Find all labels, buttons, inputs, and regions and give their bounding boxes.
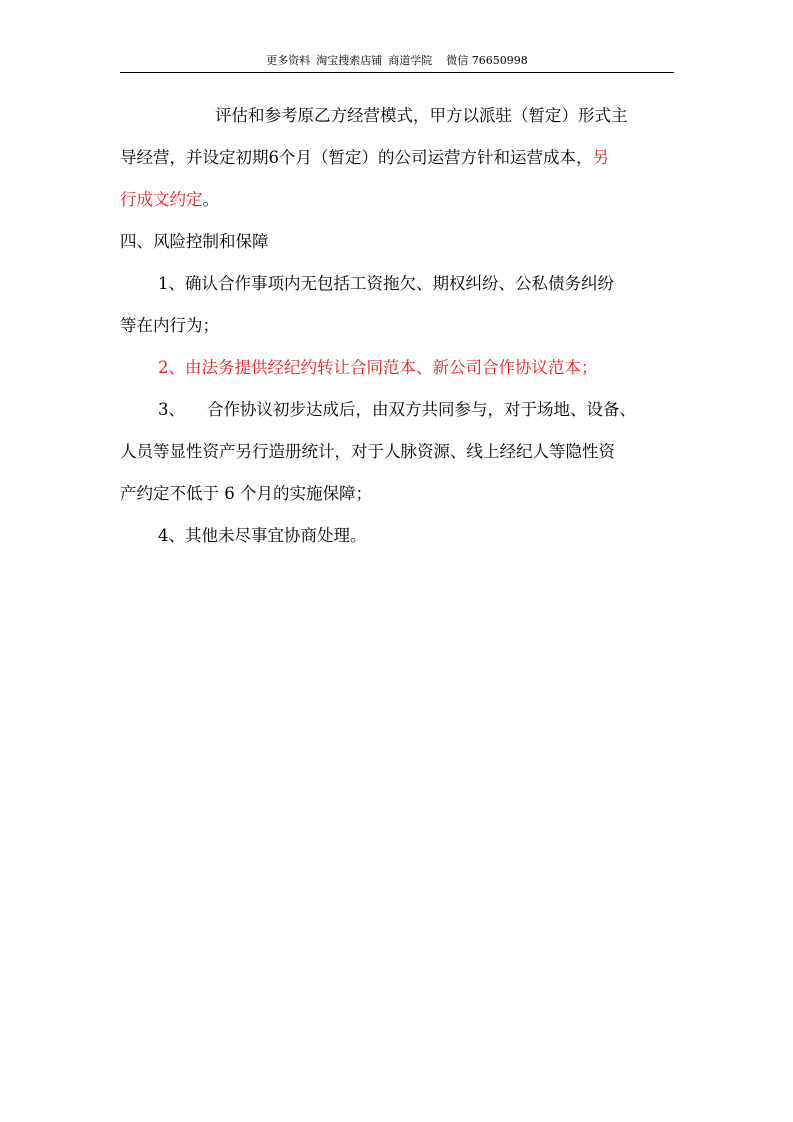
header-text-academy: 商道学院 — [388, 54, 433, 67]
paragraph-1-line-2-text: 导经营，并设定初期6个月（暂定）的公司运营方针和运营成本， — [120, 148, 593, 167]
header-text-more-materials: 更多资料 — [266, 54, 311, 67]
item-3-line-2: 人员等显性资产另行造册统计，对于人脉资源、线上经纪人等隐性资 — [120, 442, 615, 461]
item-2: 2、由法务提供经纪约转让合同范本、新公司合作协议范本； — [158, 358, 598, 377]
header-text-taobao-store: 淘宝搜索店铺 — [316, 54, 383, 67]
paragraph-1-line-2-highlight: 另 — [592, 148, 609, 167]
item-4: 4、其他未尽事宜协商处理。 — [158, 526, 367, 545]
page-header — [120, 52, 674, 73]
header-text-wechat: 微信 76650998 — [446, 54, 528, 67]
item-3-line-3: 产约定不低于 6 个月的实施保障； — [120, 484, 372, 503]
item-3-line-1 — [158, 398, 718, 422]
paragraph-1-line-2 — [120, 146, 680, 170]
paragraph-1-line-3-text: 。 — [202, 190, 219, 209]
item-3-line-1-text: 合作协议初步达成后，由双方共同参与，对于场地、设备、 — [207, 400, 636, 419]
paragraph-1-line-1: 评估和参考原乙方经营模式，甲方以派驻（暂定）形式主 — [215, 106, 628, 125]
item-1-line-1: 1、确认合作事项内无包括工资拖欠、期权纠纷、公私债务纠纷 — [158, 274, 614, 293]
item-1-line-2: 等在内行为； — [120, 316, 219, 335]
paragraph-1-line-3-highlight: 行成文约定 — [120, 190, 203, 209]
section-4-heading: 四、风险控制和保障 — [120, 232, 269, 251]
item-3-number: 3、 — [158, 400, 185, 419]
paragraph-1-line-3 — [120, 188, 680, 212]
